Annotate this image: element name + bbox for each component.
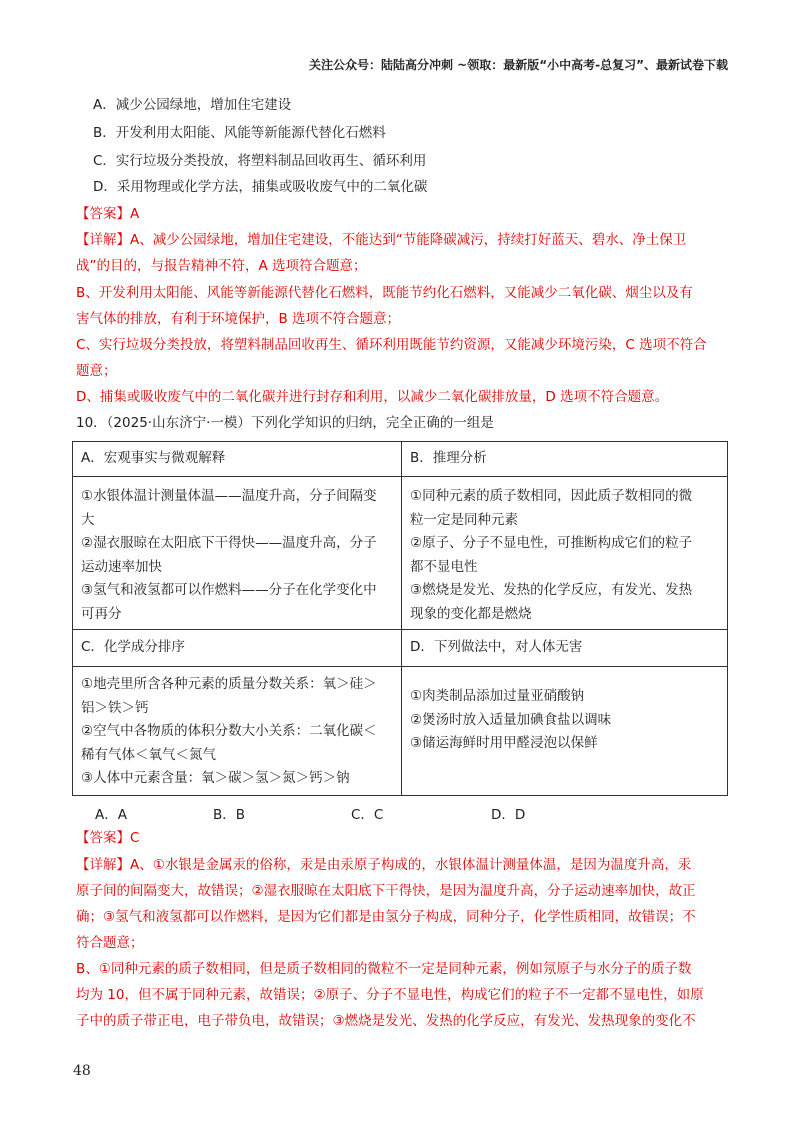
cell-a-title: A．宏观事实与微观解释 [73,442,402,477]
q10-explain-line: 子中的质子带正电，电子带负电，故错误；③燃烧是发光、发热的化学反应，有发光、发热现象的变化不 [76,1013,696,1029]
cell-b-line: ③燃烧是发光、发热的化学反应，有发光、发热 [410,582,693,598]
q9-option-d: D．采用物理或化学方法，捕集或吸收废气中的二氧化碳 [93,179,428,195]
q9-explain-line: 战”的目的，与报告精神不符，A 选项符合题意； [76,258,367,274]
cell-a-line: 大 [81,511,95,528]
cell-c-body [73,667,402,796]
cell-a-line: ③氢气和液氢都可以作燃料——分子在化学变化中 [81,582,377,598]
choice-d: D．D [491,807,526,823]
cell-b-line: ②原子、分子不显电性，可推断构成它们的粒子 [410,535,693,551]
q9-explain-line: 【详解】A、减少公园绿地，增加住宅建设，不能达到“节能降碳减污，持续打好蓝天、碧水、净土保卫 [76,232,687,248]
q10-explain-line: 原子间的间隔变大，故错误；②湿衣服晾在太阳底下干得快，是因为温度升高，分子运动速率加快，故正 [76,883,696,899]
q10-explain-line: 【详解】A、①水银是金属汞的俗称，汞是由汞原子构成的，水银体温计测量体温，是因为温度升高，汞 [76,857,692,873]
q10-answer: 【答案】C [76,830,140,846]
q9-option-c: C．实行垃圾分类投放，将塑料制品回收再生、循环利用 [93,153,427,169]
choice-c: C．C [351,807,384,823]
cell-b-line: 都不显电性 [410,558,478,575]
q10-table [72,441,728,796]
cell-c-line: 铝＞铁＞钙 [81,699,149,716]
cell-d-line: ③储运海鲜时用甲醛浸泡以保鲜 [410,735,598,751]
cell-c-title: C．化学成分排序 [73,630,402,667]
q9-explain-line: B、开发利用太阳能、风能等新能源代替化石燃料，既能节约化石燃料，又能减少二氧化碳、烟尘以及有 [76,285,693,301]
cell-a-body [73,477,402,630]
cell-d-line: ②煲汤时放入适量加碘食盐以调味 [410,711,612,728]
cell-a-line: 可再分 [81,605,122,622]
q9-answer: 【答案】A [76,206,140,222]
q9-explain-line: 害气体的排放，有利于环境保护，B 选项不符合题意； [76,311,401,327]
cell-d-body [402,667,728,796]
page-header: 关注公众号：陆陆高分冲刺 ~领取：最新版“小中高考-总复习”、最新试卷下载 [309,58,728,72]
cell-c-line: ①地壳里所含各种元素的质量分数关系：氧＞硅＞ [81,676,377,692]
q9-explain-line: C、实行垃圾分类投放，将塑料制品回收再生、循环利用既能节约资源，又能减少环境污染，C 选项不符合 [76,337,707,353]
cell-b-line: ①同种元素的质子数相同，因此质子数相同的微 [410,488,693,504]
q10-explain-line: 均为 10，但不属于同种元素，故错误；②原子、分子不显电性，构成它们的粒子不一定都不显电性，如原 [76,987,704,1003]
cell-a-line: ②湿衣服晾在太阳底下干得快——温度升高，分子 [81,535,377,551]
cell-c-line: ②空气中各物质的体积分数大小关系：二氧化碳＜ [81,723,377,739]
cell-b-line: 粒一定是同种元素 [410,511,518,528]
cell-b-title: B．推理分析 [402,442,728,477]
page-number: 48 [73,1063,91,1079]
cell-a-line: 运动速率加快 [81,558,162,575]
cell-b-line: 现象的变化都是燃烧 [410,605,532,622]
cell-c-line: ③人体中元素含量：氧＞碳＞氢＞氮＞钙＞钠 [81,770,350,786]
cell-d-line: ①肉类制品添加过量亚硝酸钠 [410,688,585,704]
q9-option-a: A．减少公园绿地，增加住宅建设 [93,97,292,113]
q10-explain-line: B、①同种元素的质子数相同，但是质子数相同的微粒不一定是同种元素，例如氖原子与水分子的质子数 [76,961,692,977]
choice-b: B．B [213,807,246,823]
cell-b-body [402,477,728,630]
q10-explain-line: 符合题意； [76,935,144,951]
q9-option-b: B．开发利用太阳能、风能等新能源代替化石燃料 [93,125,386,141]
cell-c-line: 稀有气体＜氧气＜氮气 [81,746,216,763]
cell-a-line: ①水银体温计测量体温——温度升高，分子间隔变 [81,488,377,504]
q9-explain-line: 题意； [76,363,117,379]
q10-explain-line: 确；③氢气和液氢都可以作燃料，是因为它们都是由氢分子构成，同种分子，化学性质相同，故错误；不 [76,909,696,925]
q9-explain-line: D、捕集或吸收废气中的二氧化碳并进行封存和利用，以减少二氧化碳排放量，D 选项不符合题意。 [76,389,669,405]
cell-d-title: D．下列做法中，对人体无害 [402,630,728,667]
q10-stem: 10．（2025·山东济宁·一模）下列化学知识的归纳，完全正确的一组是 [76,415,494,431]
choice-a: A．A [95,807,127,823]
